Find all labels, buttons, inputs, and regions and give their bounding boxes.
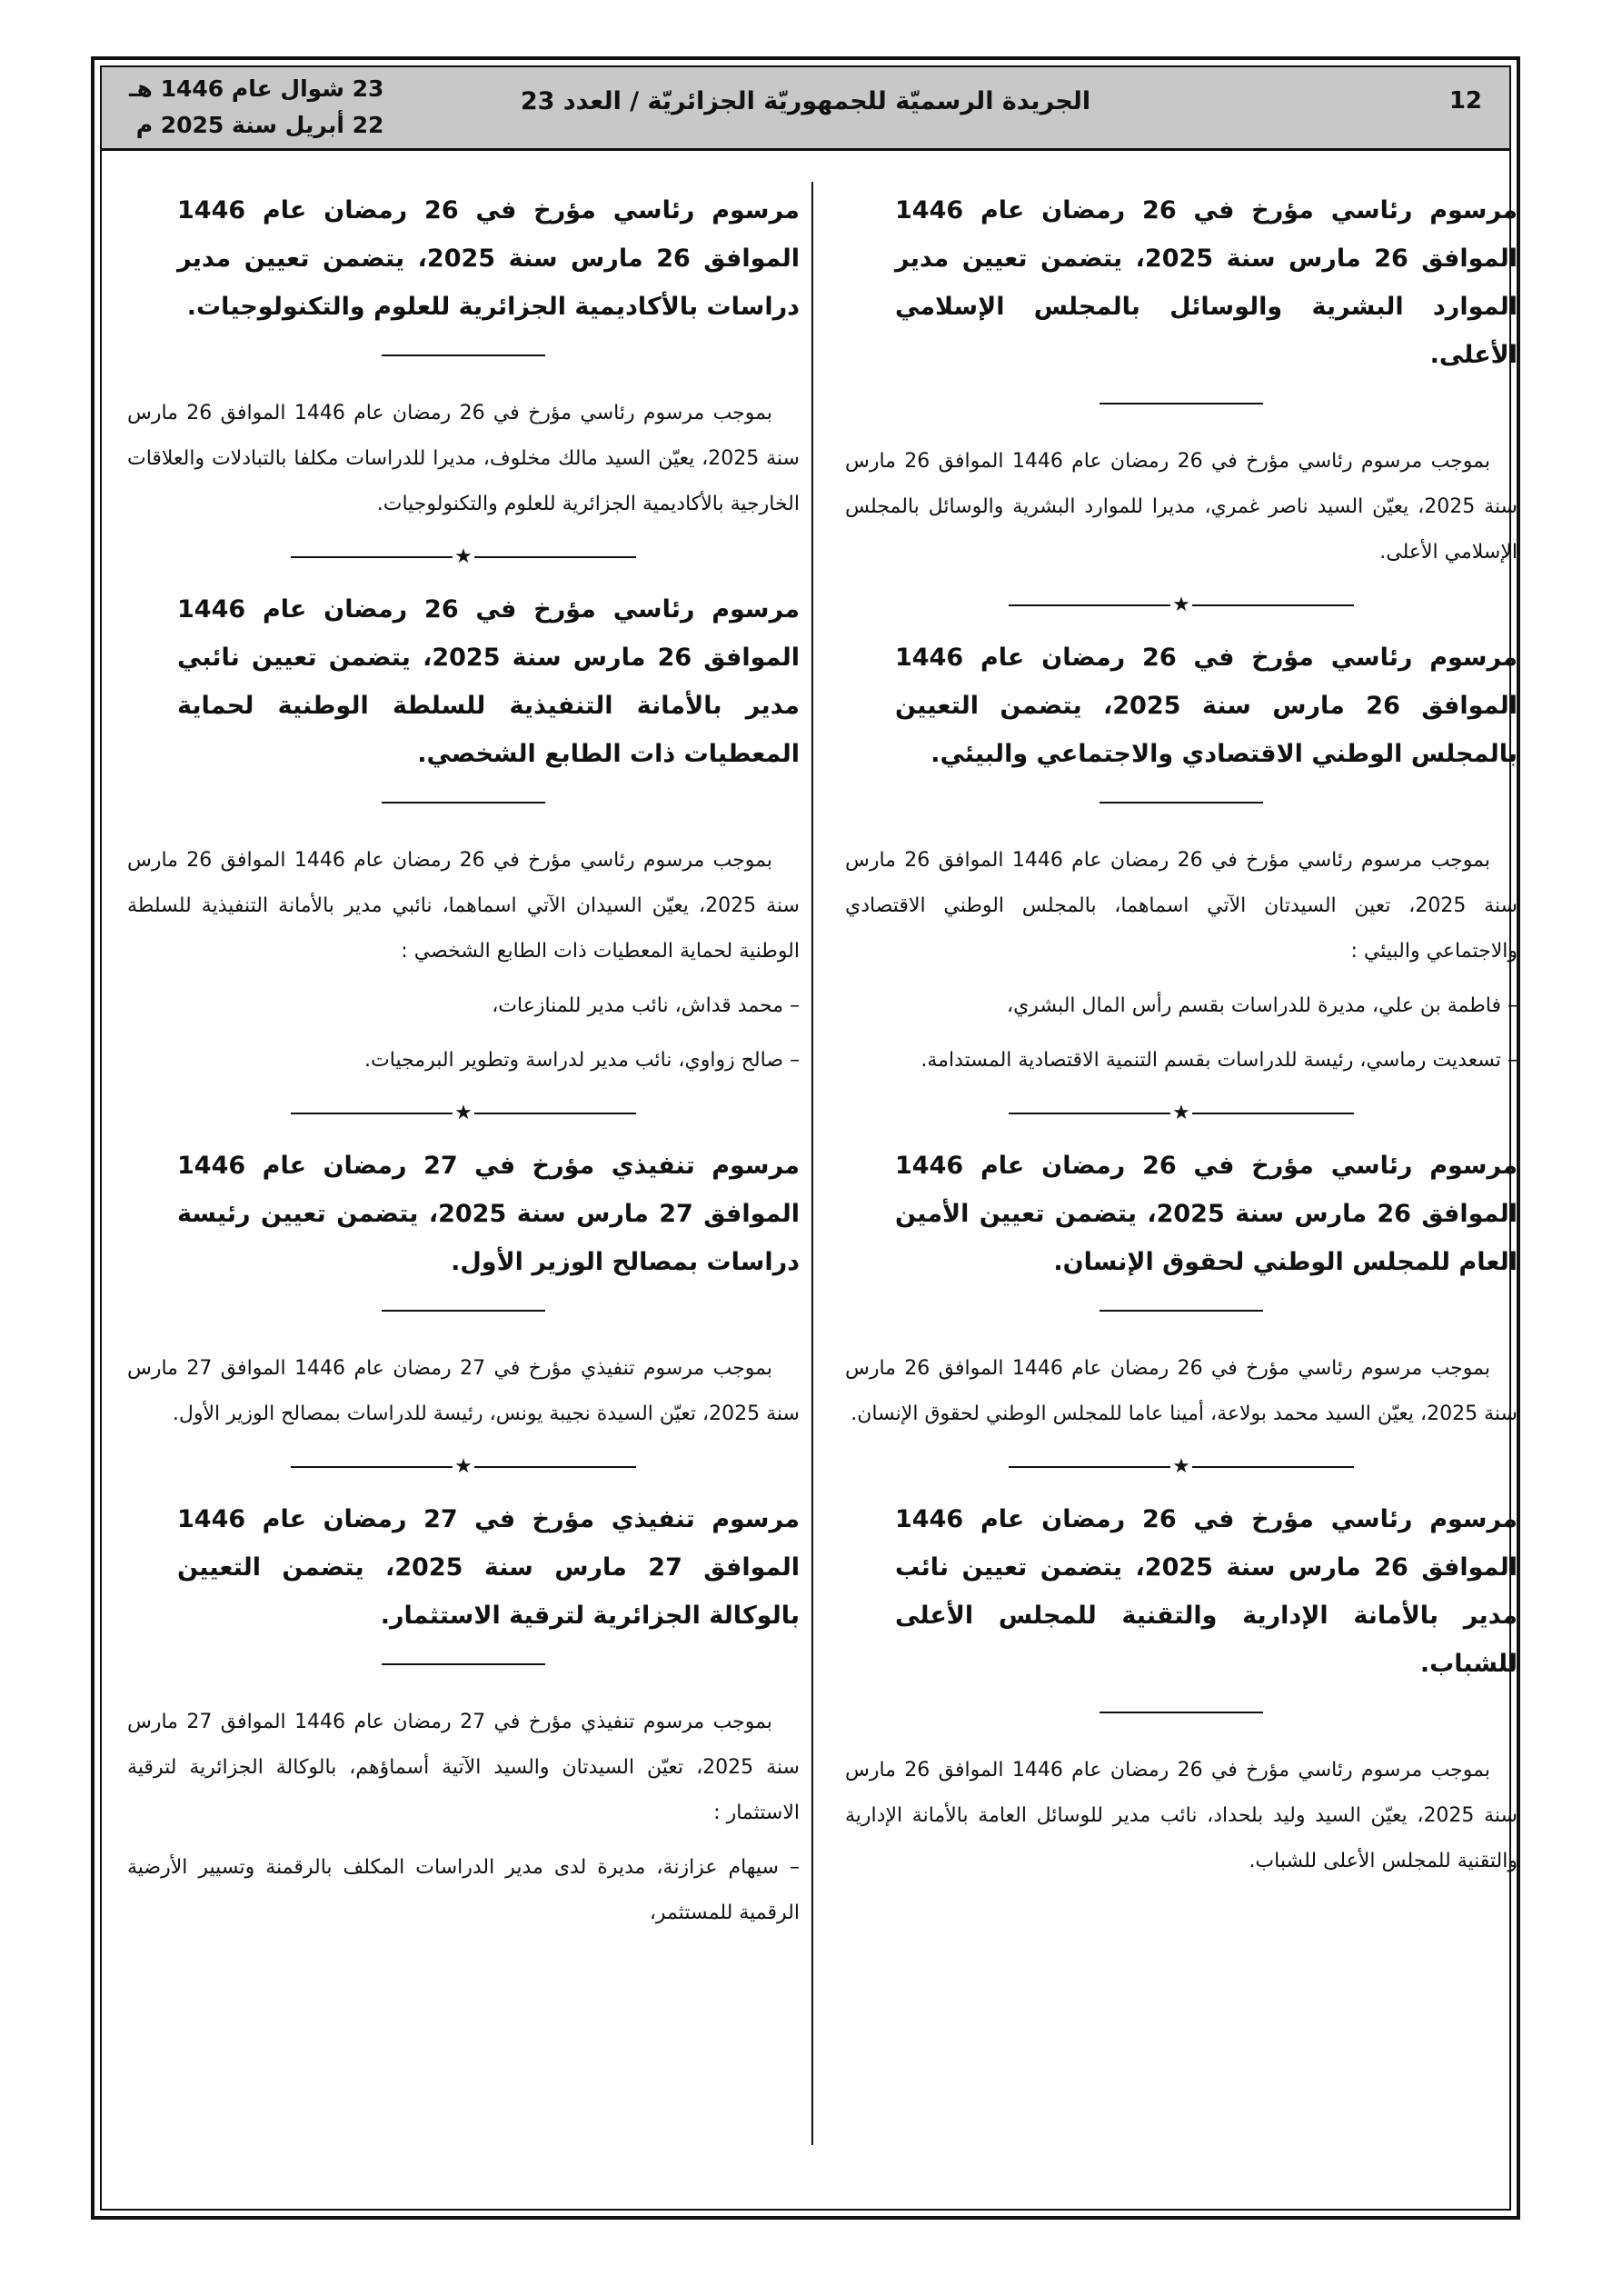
title-rule <box>1100 1712 1263 1713</box>
issue-dates <box>129 71 383 144</box>
appointee-item: – فاطمة بن علي، مديرة للدراسات بقسم رأس المال البشري، <box>1006 994 1518 1017</box>
decree-title: مرسوم رئاسي مؤرخ في 26 رمضان عام 1446 الموافق 26 مارس سنة 2025، يتضمن تعيين مدير دراسات بالأكاديمية الجزائرية للعلوم والتكنولوجيات. <box>177 196 800 321</box>
star-icon: ★ <box>454 545 473 568</box>
column-divider <box>811 182 813 2145</box>
decree <box>127 186 800 527</box>
left-column <box>127 186 800 1936</box>
decree <box>845 1142 1518 1437</box>
decree-body: بموجب مرسوم رئاسي مؤرخ في 26 رمضان عام 1446 الموافق 26 مارس سنة 2025، يعيّن السيد ناصر غمري، مديرا للموارد البشرية والوسائل بالمجلس الإسلامي الأعلى. <box>845 450 1518 564</box>
star-separator <box>291 1103 636 1123</box>
star-separator <box>291 547 636 567</box>
decree-body: بموجب مرسوم رئاسي مؤرخ في 26 رمضان عام 1446 الموافق 26 مارس سنة 2025، يعيّن السيد وليد بلحداد، نائب مدير للوسائل العامة بالأمانة الإدارية والتقنية للمجلس الأعلى للشباب. <box>845 1759 1518 1872</box>
decree-body: بموجب مرسوم رئاسي مؤرخ في 26 رمضان عام 1446 الموافق 26 مارس سنة 2025، يعيّن السيدان الآتي اسماهما، نائبي مدير بالأمانة التنفيذية للسلطة الوطنية لحماية المعطيات ذات الطابع الشخصي : <box>127 849 800 963</box>
appointee-item: – محمد قداش، نائب مدير للمنازعات، <box>492 994 800 1017</box>
hijri-date: 23 شوال عام 1446 هـ <box>129 75 384 102</box>
star-separator <box>291 1457 636 1477</box>
title-rule <box>1100 1310 1263 1312</box>
decree-body: بموجب مرسوم تنفيذي مؤرخ في 27 رمضان عام 1446 الموافق 27 مارس سنة 2025، تعيّن السيدة نجيبة يونس، رئيسة للدراسات بمصالح الوزير الأول. <box>127 1357 800 1425</box>
decree <box>845 634 1518 1083</box>
decree-title: مرسوم رئاسي مؤرخ في 26 رمضان عام 1446 الموافق 26 مارس سنة 2025، يتضمن تعيين مدير الموارد البشرية والوسائل بالمجلس الإسلامي الأعلى. <box>895 196 1518 369</box>
star-icon: ★ <box>454 1455 473 1478</box>
page-number: 12 <box>1448 87 1482 115</box>
star-icon: ★ <box>1172 1455 1190 1478</box>
star-separator <box>1009 1457 1354 1477</box>
title-rule <box>382 1310 545 1312</box>
decree <box>845 1495 1518 1884</box>
decree-body: بموجب مرسوم تنفيذي مؤرخ في 27 رمضان عام 1446 الموافق 27 مارس سنة 2025، تعيّن السيدتان والسيد الآتية أسماؤهم، بالوكالة الجزائرية لترقية الاستثمار : <box>127 1711 800 1824</box>
title-rule <box>382 802 545 804</box>
star-icon: ★ <box>1172 594 1190 616</box>
decree-title: مرسوم رئاسي مؤرخ في 26 رمضان عام 1446 الموافق 26 مارس سنة 2025، يتضمن تعيين الأمين العام للمجلس الوطني لحقوق الإنسان. <box>895 1152 1518 1276</box>
appointee-item: – تسعديت رماسي، رئيسة للدراسات بقسم التنمية الاقتصادية المستدامة. <box>920 1049 1518 1072</box>
title-rule <box>1100 403 1263 404</box>
title-rule <box>382 1663 545 1665</box>
decree-title: مرسوم تنفيذي مؤرخ في 27 رمضان عام 1446 الموافق 27 مارس سنة 2025، يتضمن تعيين رئيسة دراسات بمصالح الوزير الأول. <box>177 1152 801 1276</box>
decree-body: بموجب مرسوم رئاسي مؤرخ في 26 رمضان عام 1446 الموافق 26 مارس سنة 2025، يعيّن السيد مالك مخلوف، مديرا للدراسات مكلفا بالتبادلات والعلاقات الخارجية بالأكاديمية الجزائرية للعلوم والتكنولوجيات. <box>127 402 800 515</box>
appointee-item: – صالح زواوي، نائب مدير لدراسة وتطوير البرمجيات. <box>364 1049 800 1072</box>
star-icon: ★ <box>1172 1102 1190 1124</box>
right-column <box>845 186 1518 1884</box>
decree <box>127 1495 800 1936</box>
decree-title: مرسوم تنفيذي مؤرخ في 27 رمضان عام 1446 الموافق 27 مارس سنة 2025، يتضمن التعيين بالوكالة الجزائرية لترقية الاستثمار. <box>177 1505 800 1630</box>
gregorian-date: 22 أبريل سنة 2025 م <box>135 112 384 138</box>
decree-title: مرسوم رئاسي مؤرخ في 26 رمضان عام 1446 الموافق 26 مارس سنة 2025، يتضمن التعيين بالمجلس الوطني الاقتصادي والاجتماعي والبيئي. <box>895 644 1518 768</box>
decree <box>127 1142 800 1437</box>
star-icon: ★ <box>454 1102 473 1124</box>
page-header <box>102 67 1509 151</box>
decree-title: مرسوم رئاسي مؤرخ في 26 رمضان عام 1446 الموافق 26 مارس سنة 2025، يتضمن تعيين نائب مدير بالأمانة الإدارية والتقنية للمجلس الأعلى للشباب. <box>895 1505 1518 1678</box>
appointee-item: – سيهام عزازنة، مديرة لدى مدير الدراسات المكلف بالرقمنة وتسيير الأرضية الرقمية للمستثمر، <box>127 1856 800 1924</box>
journal-title: الجريدة الرسميّة للجمهوريّة الجزائريّة / العدد 23 <box>520 87 1091 115</box>
title-rule <box>382 354 545 356</box>
title-rule <box>1100 802 1263 804</box>
decree <box>127 585 800 1083</box>
decree-body: بموجب مرسوم رئاسي مؤرخ في 26 رمضان عام 1446 الموافق 26 مارس سنة 2025، يعيّن السيد محمد بولاعة، أمينا عاما للمجلس الوطني لحقوق الإنسان. <box>845 1357 1518 1425</box>
star-separator <box>1009 595 1354 615</box>
decree-title: مرسوم رئاسي مؤرخ في 26 رمضان عام 1446 الموافق 26 مارس سنة 2025، يتضمن تعيين نائبي مدير بالأمانة التنفيذية للسلطة الوطنية لحماية المعطيات ذات الطابع الشخصي. <box>177 595 801 768</box>
decree-body: بموجب مرسوم رئاسي مؤرخ في 26 رمضان عام 1446 الموافق 26 مارس سنة 2025، تعين السيدتان الآتي اسماهما، بالمجلس الوطني الاقتصادي والاجتماعي والبيئي : <box>845 849 1518 963</box>
star-separator <box>1009 1103 1354 1123</box>
decree <box>845 186 1518 575</box>
